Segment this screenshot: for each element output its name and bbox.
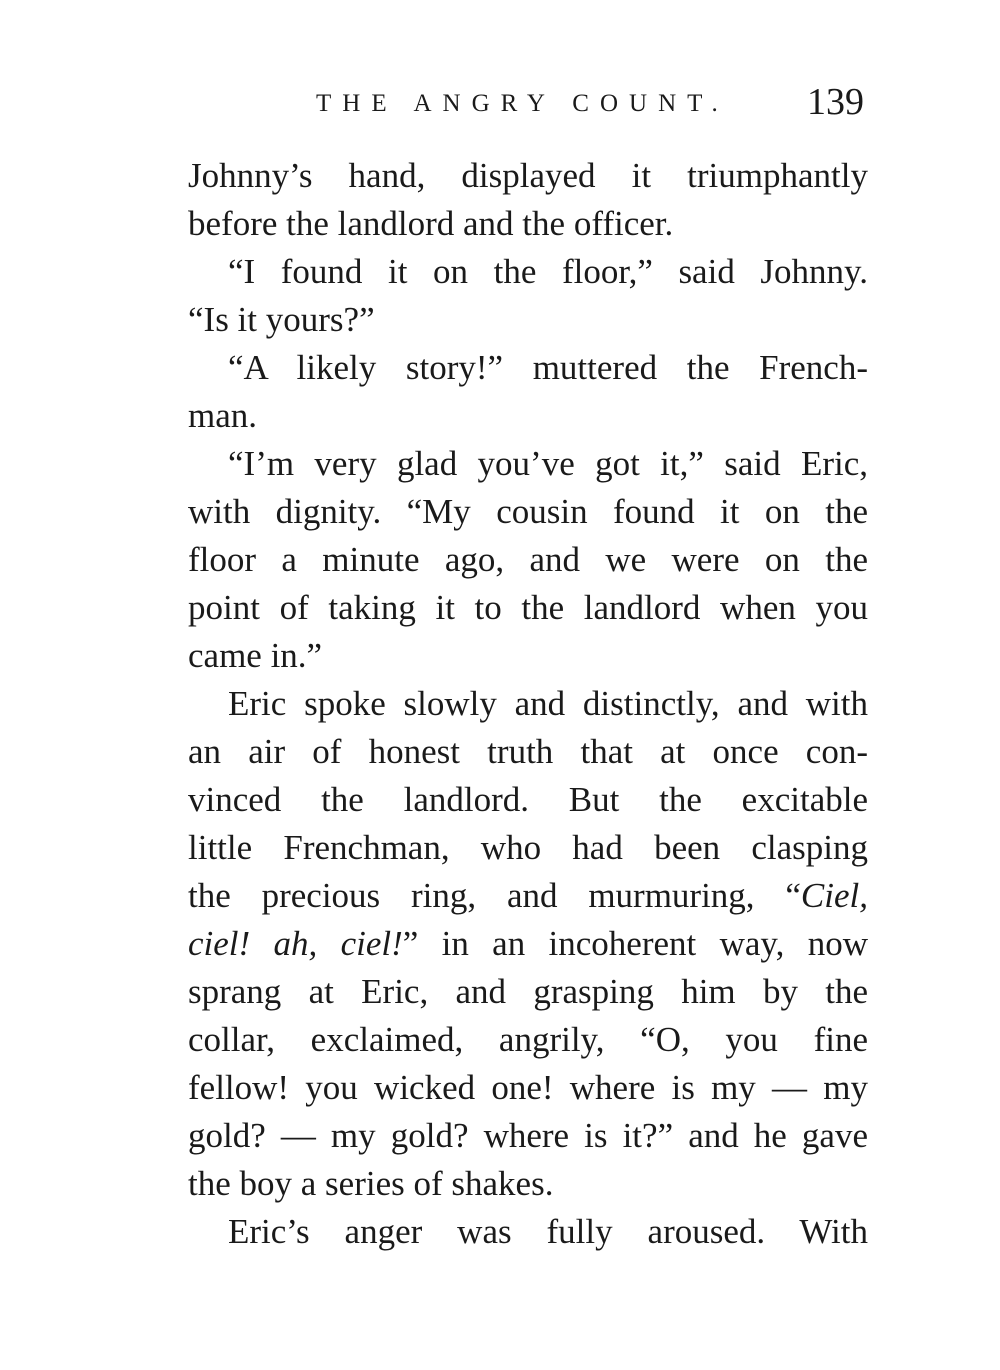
text-line: [188, 872, 868, 920]
text-line: little Frenchman, who had been clasping: [188, 828, 868, 867]
text-line: vinced the landlord. But the excitable: [188, 780, 868, 819]
text-line: floor a minute ago, and we were on the: [188, 540, 868, 579]
text-line: before the landlord and the officer.: [188, 204, 674, 243]
text-line: man.: [188, 396, 258, 435]
text-run: the precious ring, and murmuring, “: [188, 876, 801, 915]
text-line: an air of honest truth that at once con-: [188, 732, 868, 771]
text-line: collar, exclaimed, angrily, “O, you fine: [188, 1020, 868, 1059]
text-line: gold? — my gold? where is it?” and he gave: [188, 1116, 868, 1155]
text-line: the boy a series of shakes.: [188, 1164, 554, 1203]
page-number: 139: [807, 81, 864, 123]
text-line: with dignity. “My cousin found it on the: [188, 492, 868, 531]
italic-text: Ciel,: [800, 876, 868, 915]
text-line: [188, 920, 868, 968]
text-line: Eric’s anger was fully aroused. With: [228, 1212, 868, 1251]
body-text: [188, 152, 868, 1256]
text-line: Johnny’s hand, displayed it triumphantly: [188, 156, 868, 195]
text-line: “Is it yours?”: [188, 300, 375, 339]
running-title: THE ANGRY COUNT.: [316, 90, 729, 117]
italic-text: ciel! ah, ciel!: [188, 924, 403, 963]
text-line: sprang at Eric, and grasping him by the: [188, 972, 868, 1011]
text-line: point of taking it to the landlord when you: [188, 588, 868, 627]
text-line: fellow! you wicked one! where is my — my: [188, 1068, 868, 1107]
text-line: “I found it on the floor,” said Johnny.: [228, 252, 868, 291]
text-run: ” in an incoherent way, now: [402, 924, 868, 963]
running-head: [188, 80, 868, 130]
text-line: Eric spoke slowly and distinctly, and with: [228, 684, 868, 723]
text-line: “A likely story!” muttered the French-: [228, 348, 868, 387]
text-line: “I’m very glad you’ve got it,” said Eric,: [228, 444, 868, 483]
text-line: came in.”: [188, 636, 323, 675]
